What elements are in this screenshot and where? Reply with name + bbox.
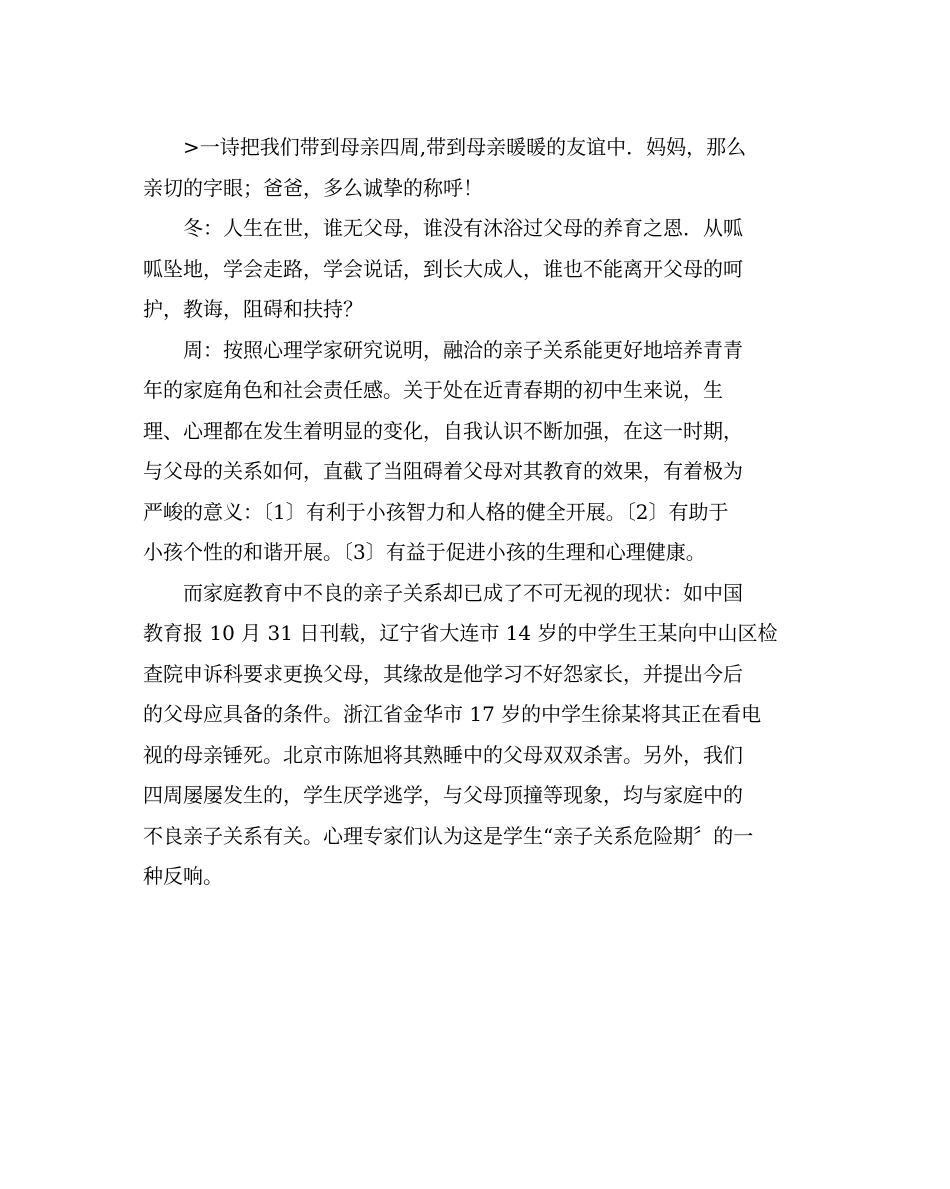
text-line: >一诗把我们带到母亲四周,带到母亲暖暖的友谊中．妈妈，那么	[183, 135, 747, 159]
text-line: 与父母的关系如何，直截了当阻碍着父母对其教育的效果，有着极为	[143, 459, 743, 483]
text-line: 严峻的意义：〔1〕有利于小孩智力和人格的健全开展。〔2〕有助于	[143, 499, 729, 524]
text-line: 而家庭教育中不良的亲子关系却已成了不可无视的现状：如中国	[183, 580, 743, 605]
text-line: 理、心理都在发生着明显的变化，自我认识不断加强，在这一时期，	[143, 418, 743, 443]
text-line: 的父母应具备的条件。浙江省金华市 17 岁的中学生徐某将其正在看电	[143, 702, 762, 726]
paragraph-4	[143, 573, 808, 897]
text-line: 周：按照心理学家研究说明，融洽的亲子关系能更好地培养青青	[183, 337, 743, 362]
text-line: 不良亲子关系有关。心理专家们认为这是学生“亲子关系危险期〞的一	[143, 823, 754, 848]
text-line: 四周屡屡发生的，学生厌学逃学，与父母顶撞等现象，均与家庭中的	[143, 783, 743, 807]
text-line: 教育报 10 月 31 日刊载，辽宁省大连市 14 岁的中学生王某向中山区检	[143, 621, 778, 645]
paragraph-1	[143, 127, 808, 208]
text-line: 冬：人生在世，谁无父母，谁没有沐浴过父母的养育之恩．从呱	[183, 216, 743, 240]
text-line: 呱坠地，学会走路，学会说话，到长大成人，谁也不能离开父母的呵	[143, 256, 743, 281]
text-line: 年的家庭角色和社会责任感。关于处在近青春期的初中生来说，生	[143, 378, 723, 402]
text-line: 亲切的字眼；爸爸，多么诚挚的称呼！	[143, 175, 483, 200]
text-line: 护，教诲，阻碍和扶持？	[143, 297, 363, 321]
text-line: 查院申诉科要求更换父母，其缘故是他学习不好怨家长，并提出今后	[143, 661, 743, 686]
document-body	[143, 127, 808, 897]
paragraph-3	[143, 330, 808, 573]
text-line: 小孩个性的和谐开展。〔3〕有益于促进小孩的生理和心理健康。	[143, 540, 706, 564]
text-line: 种反响。	[143, 864, 223, 888]
paragraph-2	[143, 208, 808, 330]
text-line: 视的母亲锤死。北京市陈旭将其熟睡中的父母双双杀害。另外，我们	[143, 742, 743, 767]
